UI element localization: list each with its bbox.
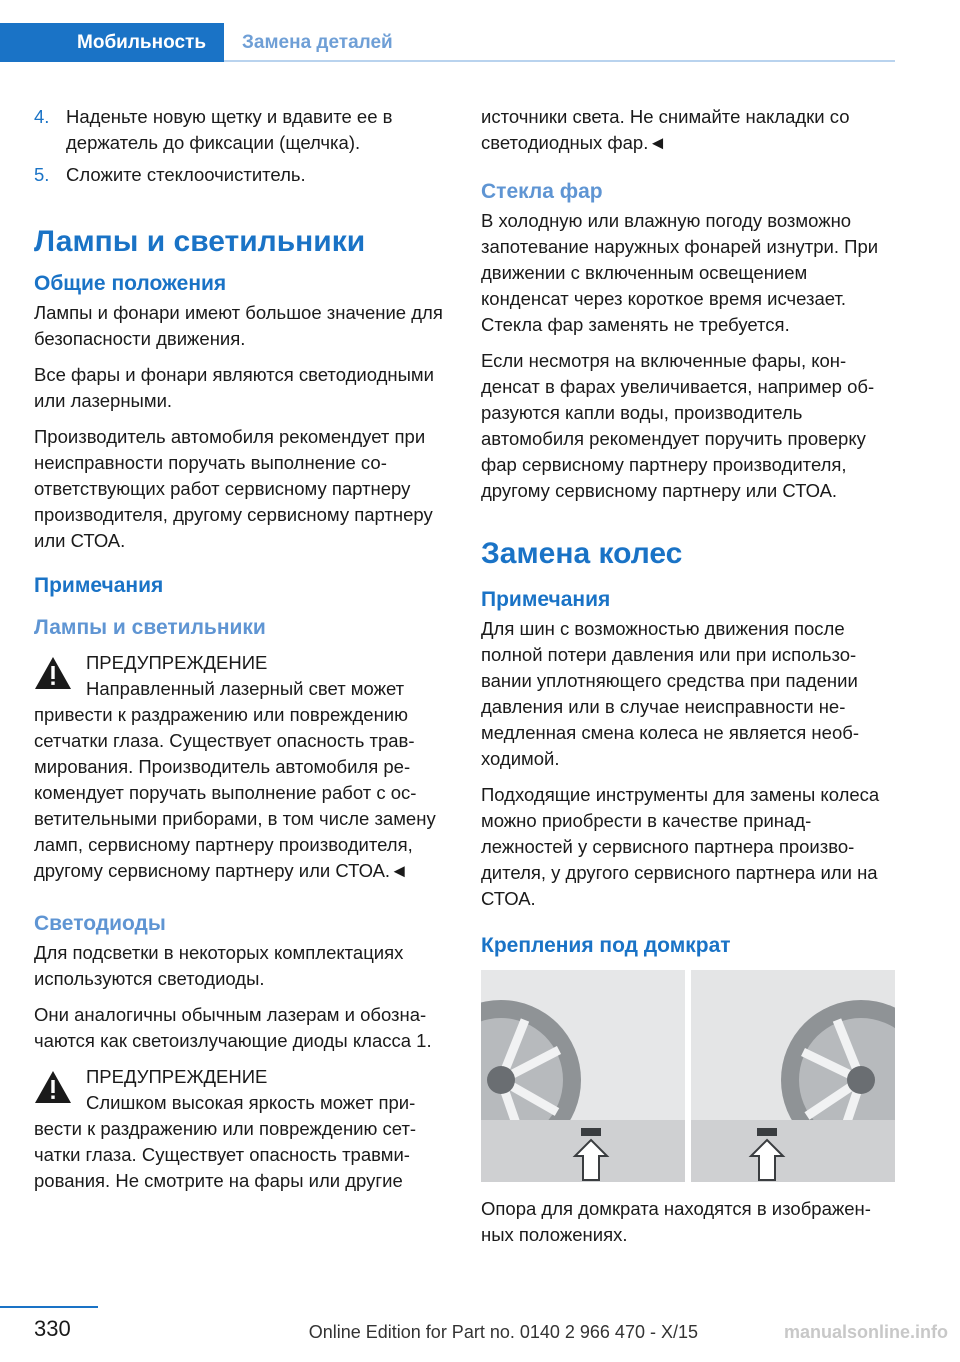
warning-block [34,1064,446,1194]
paragraph: источники света. Не снимайте накладки со светодиодных фар.◄ [481,106,850,153]
list-item [34,162,446,188]
paragraph: Если несмотря на включенные фары, конденсат в фарах увеличивается, например образуются капли воды, производитель автомобиля рекомендует поручить проверку фар сервисному партнеру производителя, другому сервисному партнеру или СТОА. [481,350,875,501]
warning-triangle-icon [34,1070,72,1104]
warning-text: Направленный лазерный свет может привести к раздражению или повреждению сетчатки глаза. Существует опасность травмирования. Производитель автомобиля рекомендует поручать выполнение работ с осветительными приборами, в том числе замену ламп, сервисному партнеру производителя, другому сервисному партнеру или СТОА.◄ [34,678,436,881]
step-number: 4. [34,106,50,127]
step-text: Сложите стеклоочиститель. [66,164,306,185]
section-title-wheels: Замена колес [481,537,683,570]
paragraph: Для шин с возможностью движения после полной потери давления или при использовании уплотняющего средства при падении давления или в случае неисправности немедленная смена колеса не является необходимой. [481,618,859,769]
section-title-lamps: Лампы и светильники [34,225,366,258]
warning-block [34,650,446,884]
paragraph: Производитель автомобиля рекомендует при неисправности поручать выполнение соответствующих работ сервисному партнеру производителя, другому сервисному партнеру или СТОА. [34,426,433,551]
subsection-title-notes: Примечания [34,574,164,597]
step-number: 5. [34,164,50,185]
warning-title: ПРЕДУПРЕЖДЕНИЕ [86,1066,268,1087]
page-number: 330 [34,1316,71,1341]
footer-divider [0,1306,98,1308]
header-divider [224,60,895,62]
watermark-text: manualsonline.info [783,1322,948,1342]
subsection-title-notes: Примечания [481,588,611,611]
paragraph: Подходящие инструменты для замены колеса можно приобрести в качестве принадлежностей у сервисного партнера производителя, у другого сервисного партнера или на СТОА. [481,784,880,909]
jack-points-photo [481,970,895,1182]
subheading-lamps: Лампы и светильники [34,616,266,639]
subsection-title-jack-points: Крепления под домкрат [481,934,731,957]
subheading-leds: Светодиоды [34,912,166,935]
subheading-headlight-glass: Стекла фар [481,180,603,203]
paragraph: В холодную или влажную погоду возможно запотевание наружных фонарей изнутри. При движении с включенным освещением конденсат через короткое время исчезает. Стекла фар заменять не требуется. [481,210,879,335]
section-tab-parts-replacement[interactable]: Замена деталей [242,31,393,53]
warning-text: Слишком высокая яркость может привести к раздражению или повреждению сетчатки глаза. Существует опасность травмирования. Не смотрите на фары или другие [34,1092,417,1191]
paragraph: Они аналогичны обычным лазерам и обозначаются как светоизлучающие диоды класса 1. [34,1004,432,1051]
section-tab-mobility[interactable]: Мобильность [0,23,224,62]
warning-triangle-icon [34,656,72,690]
list-item [34,104,446,156]
page-header [0,0,960,62]
right-column [481,104,893,1258]
image-caption: Опора для домкрата находятся в изображенных положениях. [481,1198,871,1245]
step-text: Наденьте новую щетку и вдавите ее в держатель до фиксации (щелчка). [66,106,393,153]
subsection-title-general: Общие положения [34,272,227,295]
edition-text: Online Edition for Part no. 0140 2 966 470 - X/15 [308,1322,698,1342]
left-column [34,104,446,1204]
paragraph: Лампы и фонари имеют большое значение для безопасности движения. [34,302,443,349]
paragraph: Для подсветки в некоторых комплектациях используются светодиоды. [34,942,404,989]
paragraph: Все фары и фонари являются светодиодными или лазерными. [34,364,434,411]
warning-title: ПРЕДУПРЕЖДЕНИЕ [86,652,268,673]
